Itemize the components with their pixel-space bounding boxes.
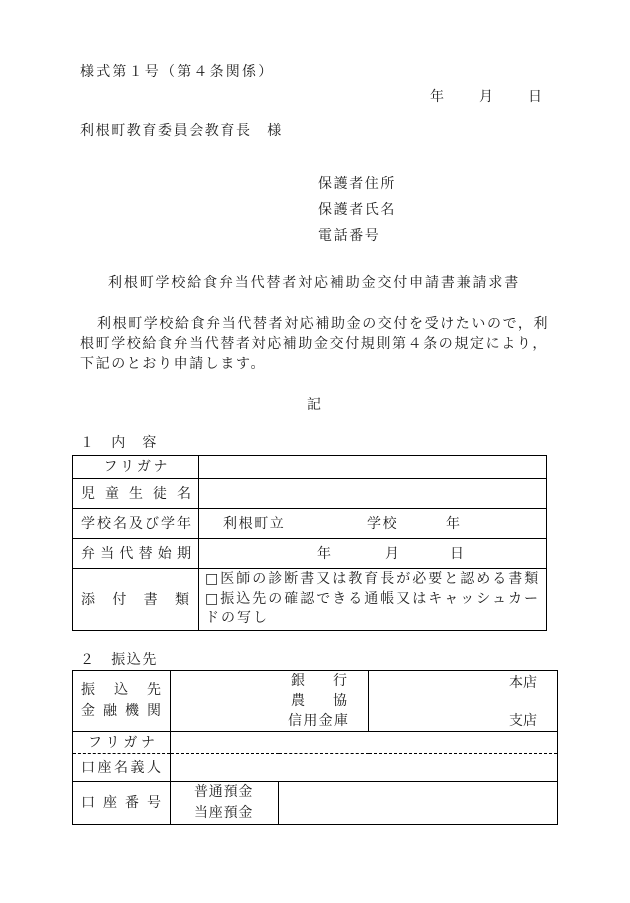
school-grade-label-cell <box>73 509 199 539</box>
label-char: 農 <box>291 693 305 709</box>
label-char: ナ <box>140 734 155 751</box>
guardian-name-label: 保護者氏名 <box>318 202 396 218</box>
start-date-field-inner <box>199 539 546 568</box>
account-type-ordinary: 普通預金 <box>194 784 254 800</box>
start-date-label <box>81 544 191 564</box>
label-char: 銀 <box>291 673 305 689</box>
label-char: 名 <box>114 759 128 776</box>
label-char: フ <box>88 734 102 751</box>
label-char: リ <box>105 734 120 751</box>
label-char: 口 <box>81 759 95 776</box>
start-year-unit: 年 <box>317 545 333 562</box>
attachment-item: □振込先の確認できる通帳又はキャッシュカードの写し <box>205 590 540 627</box>
label-char: 信 <box>288 713 302 729</box>
label-char: 名 <box>113 515 127 532</box>
label-char: 童 <box>105 485 119 502</box>
attachments-label <box>81 590 189 610</box>
phone-number-label: 電話番号 <box>318 228 381 244</box>
table-row <box>73 569 547 631</box>
institution-type-ja <box>291 691 347 711</box>
intro-line: 根町学校給食弁当代替者対応補助金交付規則第４条の規定により， <box>80 336 548 352</box>
branch-cell-inner <box>369 672 557 731</box>
label-char: 金 <box>318 713 333 729</box>
label-char: 年 <box>177 515 191 532</box>
start-day-unit: 日 <box>450 545 466 562</box>
label-char: 座 <box>97 759 112 776</box>
label-char: リ <box>120 459 135 475</box>
table-row <box>73 456 547 479</box>
furigana-field <box>199 456 547 479</box>
school-suffix: 学校 <box>367 515 399 532</box>
label-char: ガ <box>123 734 138 751</box>
institution-type-list <box>288 671 348 731</box>
furigana-label-cell <box>73 456 199 479</box>
label-char: 弁 <box>81 545 95 562</box>
student-name-field <box>199 479 547 509</box>
account-furigana-label-cell <box>73 732 171 754</box>
label-char: 協 <box>333 693 347 709</box>
form-number: 様式第１号（第４条関係） <box>80 64 275 80</box>
label-char: 児 <box>81 485 95 502</box>
label-char: 号 <box>147 795 161 811</box>
table-row <box>73 671 558 732</box>
intro-line: 下記のとおり申請します。 <box>80 356 267 372</box>
account-holder-field <box>171 754 558 782</box>
start-date-label-cell <box>73 539 199 569</box>
institution-label-line <box>81 680 161 701</box>
attachments-cell <box>199 569 547 631</box>
account-number-label-cell <box>73 782 171 825</box>
label-char: 込 <box>114 682 128 698</box>
label-char: 関 <box>147 703 161 719</box>
attachments-label-cell <box>73 569 199 631</box>
institution-type-bank <box>291 671 347 691</box>
guardian-address-label: 保護者住所 <box>318 176 396 192</box>
section1-heading: １ 内 容 <box>80 435 158 451</box>
label-char: 人 <box>147 759 161 776</box>
label-char: 座 <box>103 795 117 811</box>
furigana-label <box>104 457 168 477</box>
label-char: 名 <box>177 485 191 502</box>
label-char: 校 <box>97 515 111 532</box>
section2-heading: ２ 振込先 <box>80 652 158 668</box>
label-char: 始 <box>157 545 172 562</box>
label-char: フ <box>103 459 118 475</box>
label-char: 徒 <box>153 485 167 502</box>
label-char: 類 <box>174 591 189 608</box>
label-char: 書 <box>143 591 158 608</box>
label-char: 及 <box>129 515 143 532</box>
school-prefix: 利根町立 <box>223 515 286 532</box>
label-char: 学 <box>161 515 175 532</box>
label-char: ナ <box>153 459 168 475</box>
date-line: 年 月 日 <box>430 89 545 105</box>
start-date-field <box>199 539 547 569</box>
attachment-item: □医師の診断書又は教育長が必要と認める書類 <box>205 571 541 588</box>
account-holder-label <box>81 758 161 778</box>
label-char: ガ <box>136 459 151 475</box>
account-holder-label-cell <box>73 754 171 782</box>
label-char: 代 <box>119 545 134 562</box>
student-name-label-cell <box>73 479 199 509</box>
attachment-list <box>205 570 545 629</box>
table-row <box>73 479 547 509</box>
table-row <box>73 782 558 825</box>
content-table <box>72 455 547 631</box>
label-char: 替 <box>138 545 153 562</box>
label-char: 期 <box>176 545 191 562</box>
label-char: 行 <box>333 673 347 689</box>
table-row <box>73 732 558 754</box>
label-char: 融 <box>103 703 117 719</box>
branch-label: 支店 <box>509 712 537 729</box>
institution-type-shinkin <box>288 711 348 731</box>
addressee: 利根町教育委員会教育長 様 <box>80 123 283 139</box>
student-name-label <box>81 484 191 504</box>
school-grade-field-inner <box>199 509 546 538</box>
account-number-label <box>81 793 161 813</box>
account-number-field <box>279 782 558 825</box>
start-month-unit: 月 <box>385 545 401 562</box>
label-char: 学 <box>81 515 95 532</box>
account-furigana-label <box>88 733 155 753</box>
label-char: 金 <box>81 703 95 719</box>
account-type-current: 当座預金 <box>194 805 254 821</box>
grade-suffix: 年 <box>446 515 462 532</box>
label-char: 付 <box>112 591 127 608</box>
school-grade-label <box>81 514 191 534</box>
label-char: 当 <box>100 545 115 562</box>
table-row <box>73 539 547 569</box>
account-furigana-field <box>171 732 558 754</box>
intro-line: 利根町学校給食弁当代替者対応補助金の交付を受けたいので，利 <box>97 316 550 332</box>
label-char: 振 <box>81 682 95 698</box>
institution-label-line <box>81 701 161 722</box>
label-char: 義 <box>130 759 145 776</box>
branch-cell <box>369 671 558 732</box>
table-row <box>73 754 558 782</box>
label-char: 添 <box>81 591 95 608</box>
school-grade-field <box>199 509 547 539</box>
document-title: 利根町学校給食弁当代替者対応補助金交付申請書兼請求書 <box>108 275 521 291</box>
head-office-label: 本店 <box>509 674 537 691</box>
label-char: 用 <box>303 713 318 729</box>
label-char: 口 <box>81 795 95 811</box>
account-type-cell <box>171 782 279 825</box>
label-char: 先 <box>147 682 161 698</box>
label-char: び <box>145 515 159 532</box>
label-char: 番 <box>125 795 139 811</box>
label-char: 庫 <box>333 713 348 729</box>
table-row <box>73 509 547 539</box>
institution-type-cell <box>171 671 369 732</box>
account-type-list <box>194 782 278 824</box>
institution-label-cell <box>73 671 171 732</box>
label-char: 機 <box>125 703 139 719</box>
ki-heading: 記 <box>307 397 323 413</box>
bank-transfer-table <box>72 670 558 825</box>
label-char: 生 <box>129 485 143 502</box>
